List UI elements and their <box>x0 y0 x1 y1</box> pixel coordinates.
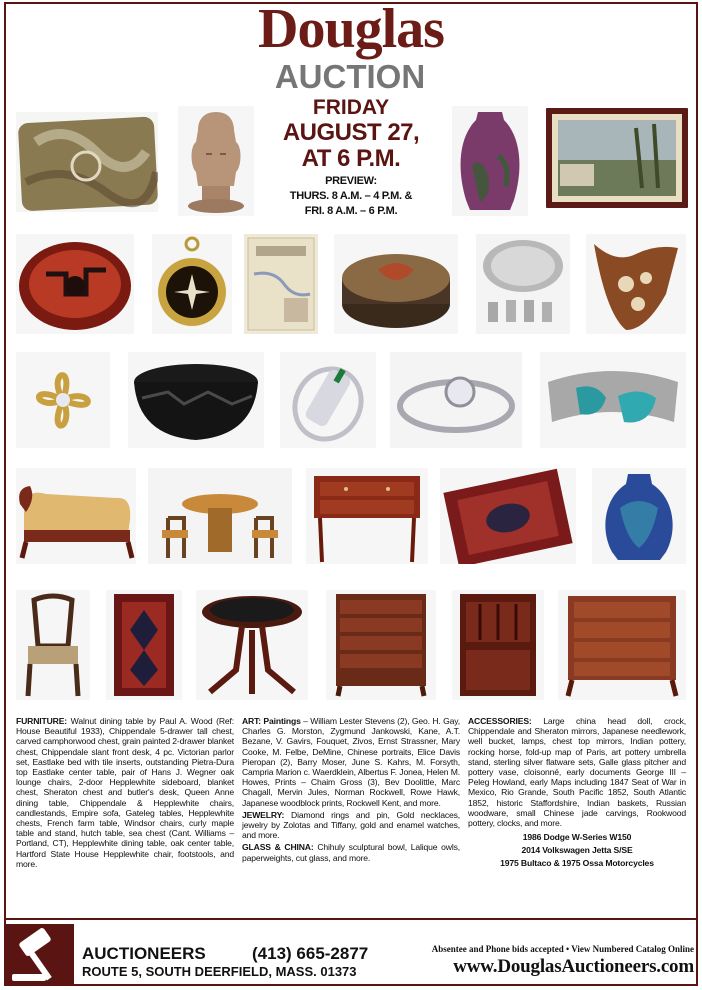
jewelry-label: JEWELRY: <box>242 809 285 820</box>
photo-side-chair <box>16 590 90 700</box>
auction-day: FRIDAY <box>312 96 390 119</box>
accessories-text: Large china head doll, crock, Chippendale and Sheraton mirrors, Japanese needlework, well bucket, lamps, chest top mirrors, Indian pottery, rocking horse, fold-up map of Paris, art pottery umbrella stand, sterling silver flatware sets, Galle glass pitcher and pottery vase, cloisonné, early documents George III – Peleg Howland, early Maps including 1847 Seat of War in Mexico, Rio Grande, South Pacific 1852, South Atlantic 1852, historic Staffordshire, Indian baskets, Russian woodware, small Chinese jade carvings, Rookwood pottery, clocks, and more. <box>468 716 686 829</box>
preview-block <box>258 174 444 219</box>
photo-marble-top-table <box>196 590 308 700</box>
vehicle-1: 1986 Dodge W-Series W150 <box>522 832 632 843</box>
auction-date: AUGUST 27, <box>282 119 420 146</box>
photo-stone-buddha-head <box>178 106 254 216</box>
accessories-label: ACCESSORIES: <box>468 716 532 726</box>
furniture-paragraph <box>16 716 234 869</box>
photo-diamond-ring <box>390 352 522 448</box>
photo-iridescent-vase <box>592 468 686 564</box>
phone-number[interactable]: (413) 665-2877 <box>252 944 369 963</box>
glass-paragraph <box>242 842 460 862</box>
photo-art-deco-ring <box>280 352 376 448</box>
preview-label: PREVIEW: <box>325 175 377 187</box>
photo-tall-chest <box>326 590 436 700</box>
photo-oval-box <box>334 234 458 334</box>
photo-pottery-bowl <box>16 234 134 334</box>
photo-sideboard <box>306 468 428 564</box>
website-link[interactable]: www.DouglasAuctioneers.com <box>453 956 694 977</box>
auctioneers-label: AUCTIONEERS <box>82 944 206 963</box>
art-text: – William Lester Stevens (2), Geo. H. Gay, Charles G. Morston, Zygmund Jankowski, Kane, A.T. Bezane, V. Gavirs, Fouquet, Zivos, Ernst Strassner, Mary Cooke, M. Felbe, DeMine, Chinese portraits, Elice Davis Pieropan (2), Barry Moser, June S. Kahrs, M. Forsyth, Campria Marion c. Waerdklein, Albertus F. Jonea, Helen M. Howes, Prints – Chaim Gross (3), Bev Doolittle, Marc Chagall, Mervin Jules, Norman Rockwell, Rowe Hawk, Japanese woodblock prints, Rockwell Kent, and more. <box>242 716 460 808</box>
art-label: ART: Paintings <box>242 716 301 726</box>
vehicle-3: 1975 Bultaco & 1975 Ossa Motorcycles <box>500 858 654 869</box>
date-block <box>258 96 444 172</box>
absentee-note: Absentee and Phone bids accepted • View Numbered Catalog Online <box>431 944 694 954</box>
photo-art-pottery-vase <box>586 234 686 334</box>
jewelry-text: Diamond rings and pin, Gold necklaces, jewelry by Zolotas and Tiffany, gold and enamel watches, and more. <box>242 809 460 841</box>
accessories-paragraph <box>468 716 686 828</box>
photo-hutch <box>452 590 544 700</box>
street-address: ROUTE 5, SOUTH DEERFIELD, MASS. 01373 <box>82 964 357 979</box>
photo-table-chairs <box>148 468 292 564</box>
gavel-icon <box>6 924 74 986</box>
auction-time: AT 6 P.M. <box>301 145 401 172</box>
column-furniture <box>16 716 234 871</box>
footer-divider <box>6 918 696 920</box>
photo-antique-map <box>244 234 318 334</box>
photo-pocket-watch <box>152 234 232 334</box>
column-art <box>242 716 460 865</box>
photo-art-glass-vase <box>452 106 528 216</box>
vehicle-2: 2014 Volkswagen Jetta S/SE <box>521 845 633 856</box>
column-accessories <box>468 716 686 870</box>
photo-sofa <box>16 468 136 564</box>
preview-line-2: FRI. 8 A.M. – 6 P.M. <box>304 205 398 217</box>
photo-dresser <box>558 590 686 700</box>
jewelry-paragraph <box>242 810 460 841</box>
photo-silver-tray-cups <box>476 234 570 334</box>
photo-turquoise-bracelet <box>540 352 686 448</box>
vehicle-list <box>468 831 686 870</box>
photo-landscape-painting <box>546 108 688 208</box>
auction-heading: AUCTION <box>274 58 426 95</box>
glass-label: GLASS & CHINA: <box>242 842 314 853</box>
photo-runner-rug <box>106 590 182 700</box>
furniture-label: FURNITURE: <box>16 716 68 726</box>
brand-title: Douglas <box>258 0 444 60</box>
furniture-text: Walnut dining table by Paul A. Wood (Ref: House Beautiful 1933), Chippendale 5-drawer tall chest, carved camphorwood chest, grain painted 2-drawer blanket chest, Chippendale slant front desk, 4 pc. Victorian parlor set, Eastlake bed with tile inserts, outstanding Pietra-Dura top Eastlake center table, pair of Hans J. Wegner oak lounge chairs, 2-door Hepplewhite sideboard, blanket chest, Sheraton chest and butler's desk, Queen Anne dining table, Chippendale & Hepplewhite chairs, candlestands, Empire sofa, Gateleg tables, Hepplewhite chests, French farm table, Windsor chairs, curly maple table and stand, hutch table, sea chest (Cant. Williams – Portland, CT), Hepplewhite dining table, oak center table, Hartford State House Hepplewhite chair, footstools, and more. <box>16 716 234 869</box>
photo-jade-plaque <box>16 112 158 212</box>
photo-persian-rug <box>440 468 576 564</box>
photo-brooch <box>16 352 110 448</box>
art-paragraph <box>242 716 460 808</box>
preview-line-1: THURS. 8 A.M. – 4 P.M. & <box>289 190 413 202</box>
photo-black-pottery-bowl <box>128 352 264 448</box>
glass-text: Chihuly sculptural bowl, Lalique owls, paperweights, cut glass, and more. <box>242 842 460 863</box>
